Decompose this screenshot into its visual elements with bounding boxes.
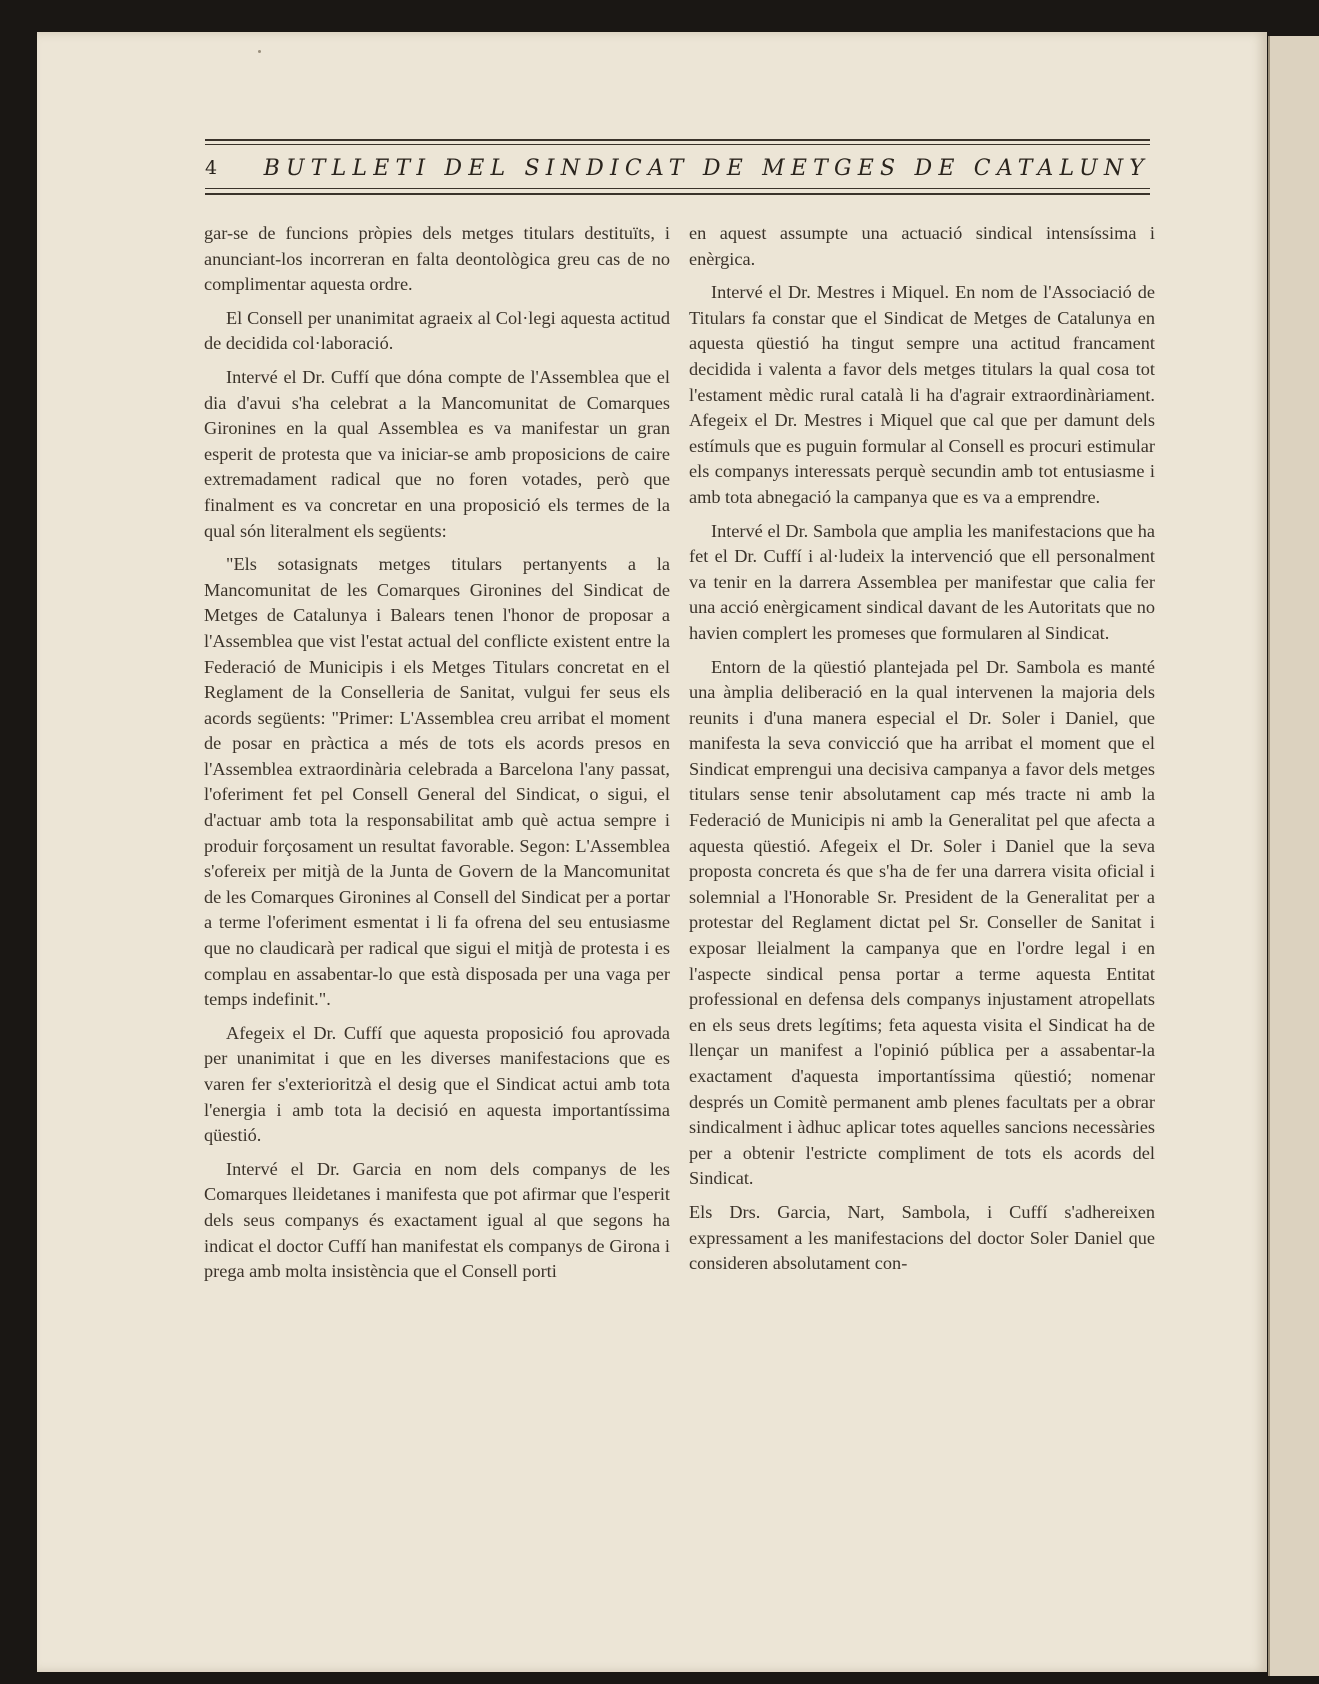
paragraph: Intervé el Dr. Sambola que amplia les manifestacions que ha fet el Dr. Cuffí i al·ludeix la intervenció que ell personalment va tenir en la darrera Assemblea per manifestar que calia fer una acció enèrgicament sindical davant de les Autoritats que no havien complert les promeses que formularen al Sindicat. (689, 520, 1155, 643)
paragraph: gar-se de funcions pròpies dels metges titulars destituïts, i anunciant-los incorreran en falta deontològica greu cas de no complimentar aquesta ordre. (204, 223, 670, 295)
paragraph: El Consell per unanimitat agraeix al Col·legi aquesta actitud de decidida col·laboració. (204, 307, 670, 354)
paragraph: Els Drs. Garcia, Nart, Sambola, i Cuffí s'adhereixen expressament a les manifestacions del doctor Soler Daniel que consideren absolutament con- (689, 1201, 1155, 1274)
paragraph: Afegeix el Dr. Cuffí que aquesta proposició fou aprovada per unanimitat i que en les diverses manifestacions que es varen fer s'exterioritzà el desig que el Sindicat actui amb tota l'energia i amb tota la decisió en aquesta importantíssima qüestió. (204, 1022, 670, 1146)
paragraph: Entorn de la qüestió plantejada pel Dr. Sambola es manté una àmplia deliberació en la qual intervenen la majoria dels reunits i d'una manera especial el Dr. Soler i Daniel, que manifesta la seva convicció que ha arribat el moment que el Sindicat emprengui una decisiva campanya a favor dels metges titulars sense tenir absolutament cap més tracte ni amb la Federació de Municipis ni amb la Generalitat pel que afecta a aquesta qüestió. Afegeix el Dr. Soler i Daniel que la seva proposta concreta és que s'ha de fer una darrera visita oficial i solemnial a l'Honorable Sr. President de la Generalitat per a protestar del Reglament dictat pel Sr. Conseller de Sanitat i exposar lleialment la campanya que en l'ordre legal i en l'aspecte sindical pensa portar a terme aquesta Entitat professional en defensa dels companys injustament atropellats en els seus drets legítims; feta aquesta visita el Sindicat ha de llençar un manifest a l'opinió pública per a assabentar-la exactament d'aquesta importantíssima qüestió; nomenar després un Comitè permanent amb plenes facultats per a obrar sindicalment i àdhuc aplicar totes aquelles sancions necessàries per a obtenir l'estricte compliment de tots els acords del Sindicat. (689, 656, 1155, 1189)
next-page-edge (1268, 36, 1319, 1676)
right-column (689, 221, 1155, 1277)
header-rule-top-thin (205, 144, 1150, 145)
paragraph: "Els sotasignats metges titulars pertanyents a la Mancomunitat de les Comarques Gironines del Sindicat de Metges de Catalunya i Balears tenen l'honor de proposar a l'Assemblea que vist l'estat actual del conflicte existent entre la Federació de Municipis i els Metges Titulars concretat en el Reglament de la Conselleria de Sanitat, vulgui fer seus els acords següents: "Primer: L'Assemblea creu arribat el moment de posar en pràctica a més de tots els acords presos en l'Assemblea extraordinària celebrada a Barcelona l'any passat, l'oferiment fet pel Consell General del Sindicat, o sigui, el d'actuar amb tota la responsabilitat amb què actua sempre i produir forçosament un resultat favorable. Segon: L'Assemblea s'ofereix per mitjà de la Junta de Govern de la Mancomunitat de les Comarques Gironines al Consell del Sindicat per a portar a terme l'oferiment esmentat i li fa ofrena del seu entusiasme que no claudicarà per radical que sigui el mitjà de protesta i es complau en assabentar-lo que està disposada per una vaga per temps indefinit.". (204, 554, 670, 1010)
header-rule-top (205, 139, 1150, 141)
paragraph: en aquest assumpte una actuació sindical intensíssima i enèrgica. (689, 223, 1155, 269)
paper-speck (258, 50, 261, 53)
header-rule-bottom (205, 193, 1150, 195)
paragraph: Intervé el Dr. Cuffí que dóna compte de l'Assemblea que el dia d'avui s'ha celebrat a la Mancomunitat de Comarques Gironines en la qual Assemblea es va manifestar un gran esperit de protesta que va iniciar-se amb proposicions de caire extremadament radical que no foren votades, però que finalment es va concretar en una proposició els termes de la qual són literalment els següents: (204, 366, 670, 541)
journal-title: BUTLLETI DEL SINDICAT DE METGES DE CATALUNY (263, 155, 1150, 181)
page-number: 4 (205, 157, 218, 179)
header-text (205, 154, 1150, 182)
header-rule-bottom-thin (205, 188, 1150, 189)
left-column (204, 221, 670, 1285)
running-header (205, 139, 1150, 195)
paragraph: Intervé el Dr. Mestres i Miquel. En nom de l'Associació de Titulars fa constar que el Sindicat de Metges de Catalunya en aquesta qüestió ha tingut sempre una actitud francament decidida i valenta a favor dels metges titulars la qual cosa tot l'estament mèdic rural català li ha d'agrair extraordinàriament. Afegeix el Dr. Mestres i Miquel que cal que per damunt dels estímuls que es puguin formular al Consell es procuri estimular els companys interessats perquè secundin amb tot entusiasme i amb tota abnegació la campanya que es va a emprendre. (689, 282, 1155, 507)
paragraph: Intervé el Dr. Garcia en nom dels companys de les Comarques lleidetanes i manifesta que pot afirmar que l'esperit dels seus companys és exactament igual al que segons ha indicat el doctor Cuffí han manifestat els companys de Girona i prega amb molta insistència que el Consell porti (204, 1158, 670, 1282)
